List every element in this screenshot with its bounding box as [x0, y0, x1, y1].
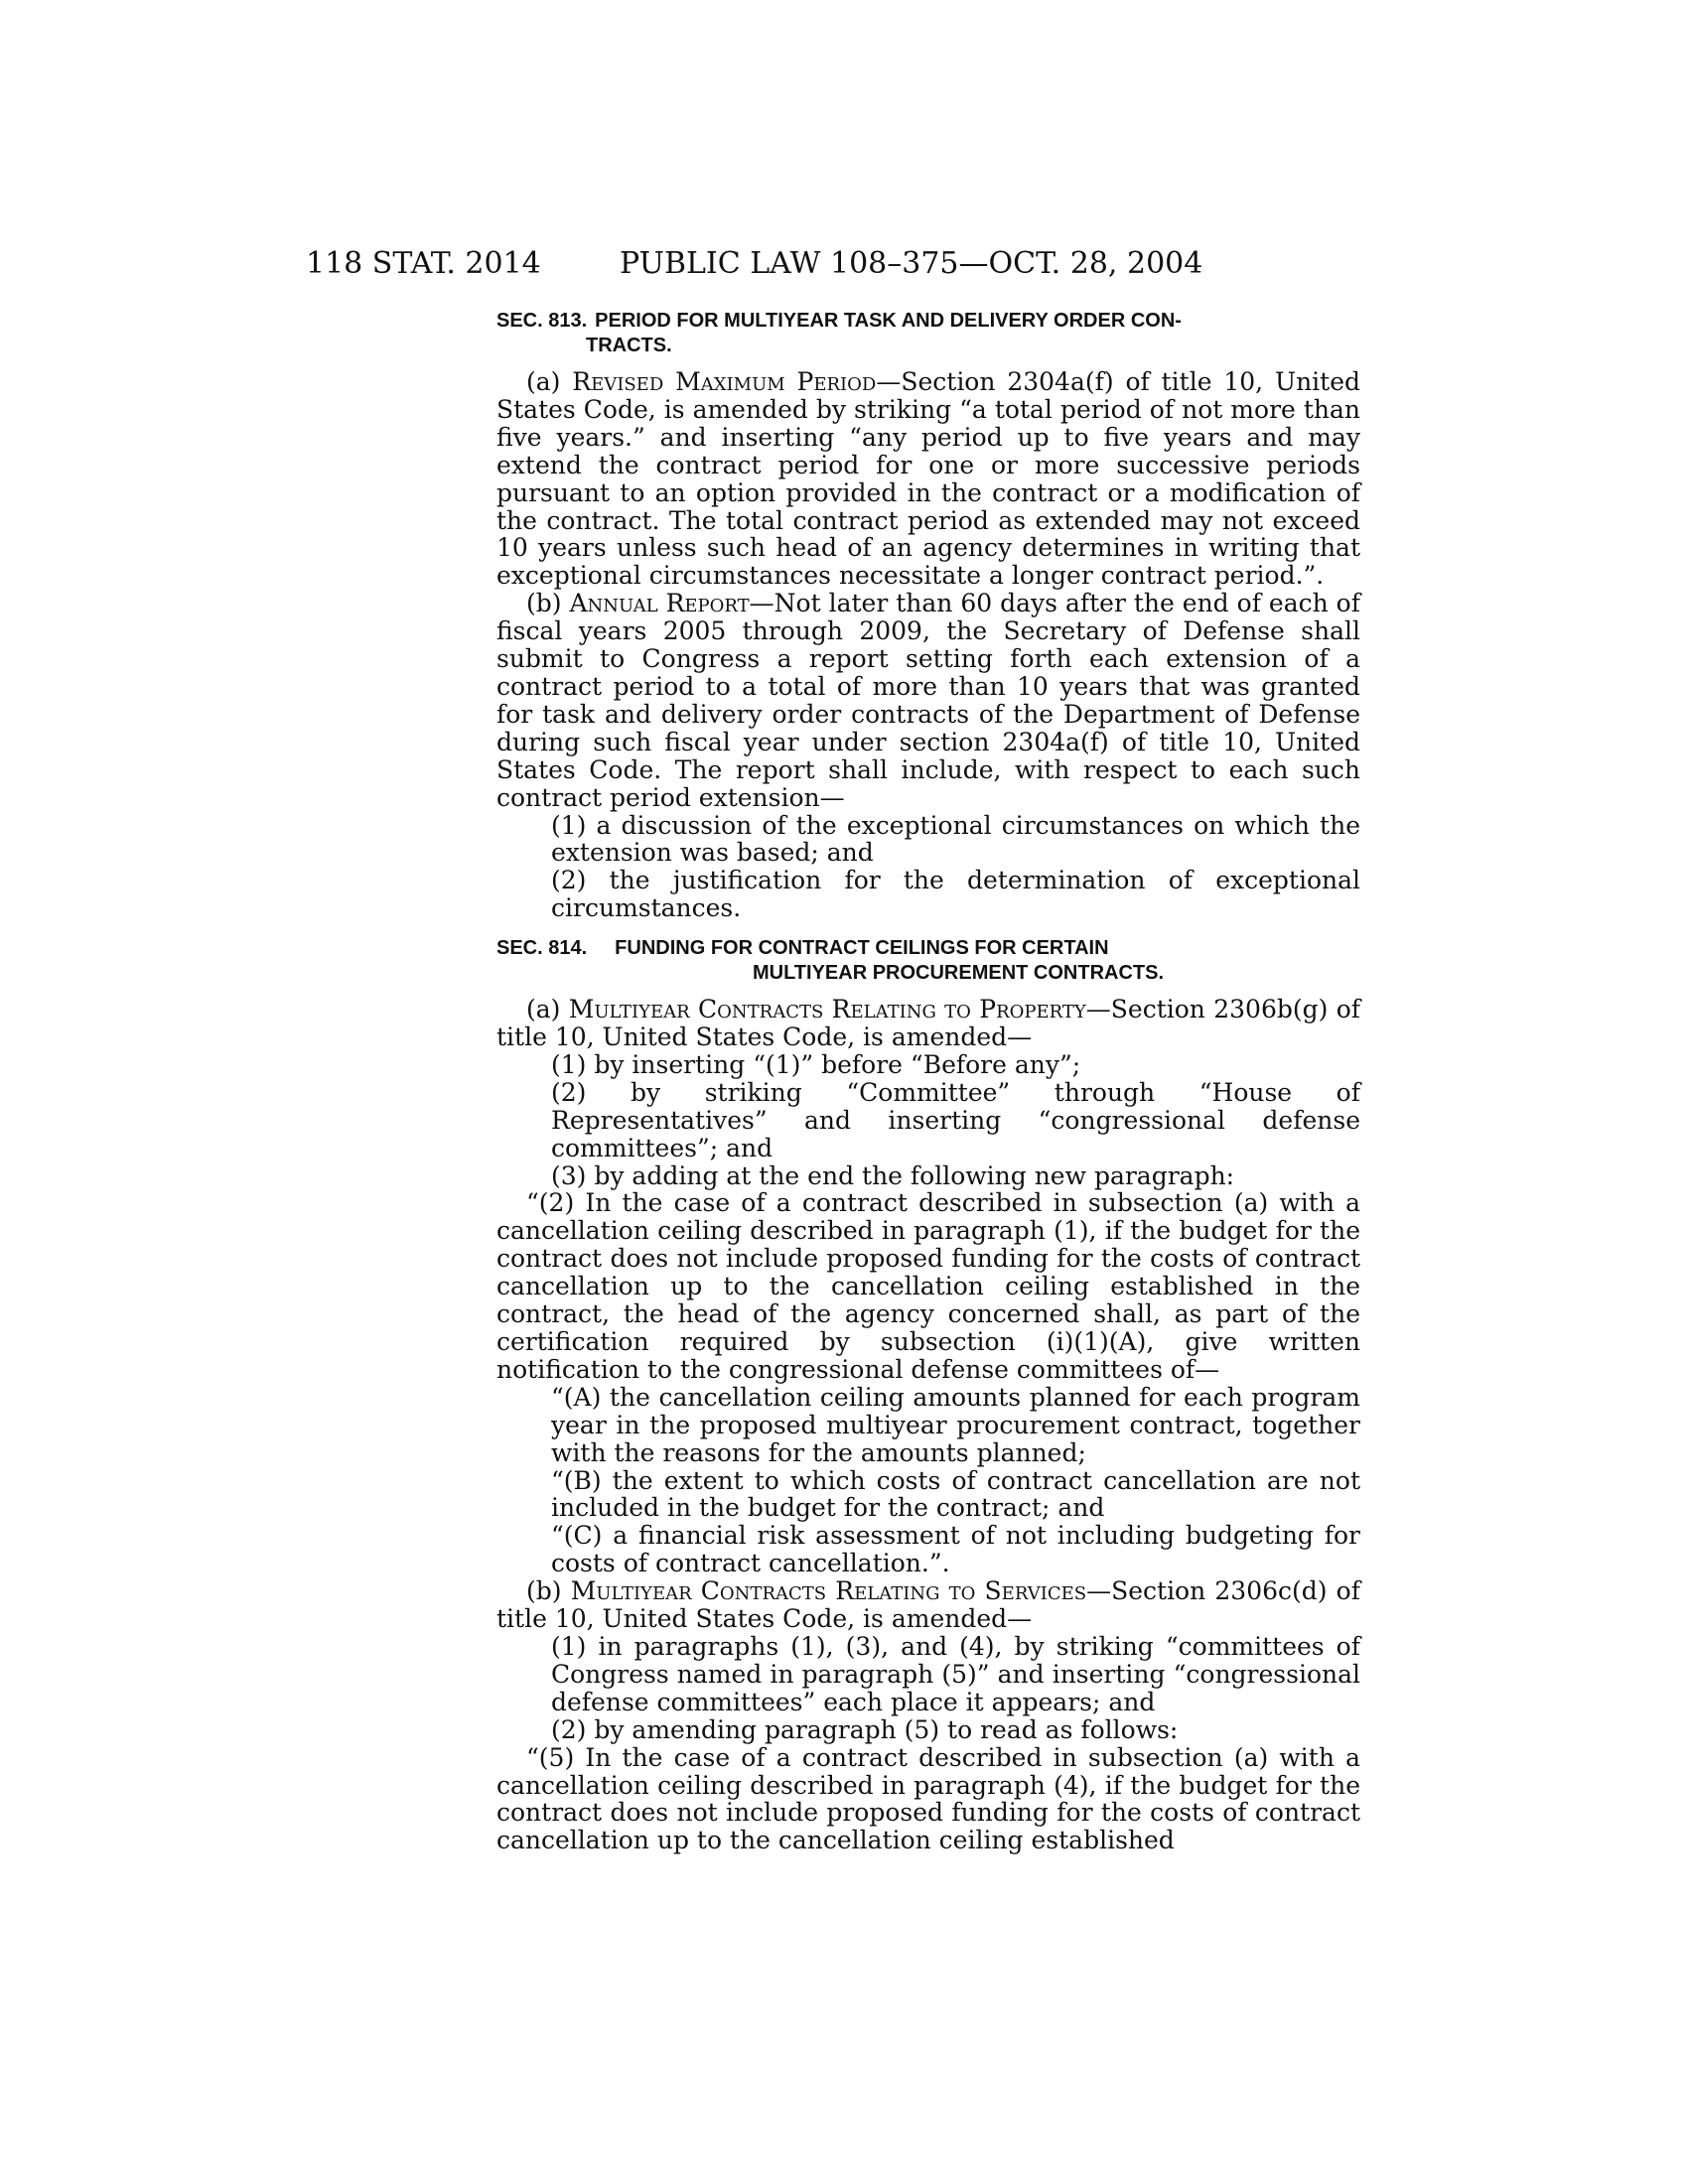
quoted-paragraph-5: “(5) In the case of a contract described in subsection (a) with a cancellation ceiling described in paragraph (4), if the budget for the contract does not include proposed funding for the costs of contract cancellation up to the cancellation ceiling established — [496, 1742, 1360, 1855]
subsection-text: —Section 2304a(f) of title 10, United States Code, is amended by striking “a total period of not more than five years.” and inserting “any period up to five years and may extend the contract period for one or more successive periods pursuant to an option provided in the contract or a modification of the contract. The total contract period as extended may not exceed 10 years unless such head of an agency determines in writing that exceptional circumstances necessitate a longer contract period.”. — [496, 367, 1361, 591]
paragraph-813a: (a) Revised Maximum Period—Section 2304a(f) of title 10, United States Code, is amended by striking “a total period of not more than five years.” and inserting “any period up to five years and may extend the contract period for one or more successive periods pursuant to an option provided in the contract or a modification of the contract. The total contract period as extended may not exceed 10 years unless such head of an agency determines in writing that exceptional circumstances necessitate a longer contract period.”. — [496, 367, 1361, 591]
paragraph-813b2: (2) the justification for the determination of exceptional circumstances. — [551, 866, 1360, 923]
section-814-heading — [496, 936, 1360, 986]
subsection-text: —Section 2306c(d) of title 10, United States Code, is amended— — [496, 1576, 1360, 1634]
section-title-line1: PERIOD FOR MULTIYEAR TASK AND DELIVERY ORDER CON- — [595, 310, 1182, 332]
section-label: SEC. 814. — [496, 937, 588, 960]
quoted-subparagraph-C: “(C) a financial risk assessment of not including budgeting for costs of contract cancellation.”. — [551, 1521, 1360, 1578]
paragraph-814a: (a) Multiyear Contracts Relating to Property—Section 2306b(g) of title 10, United States Code, is amended— — [496, 995, 1361, 1052]
page-header — [0, 244, 1688, 284]
subsection-text: —Section 2306b(g) of title 10, United States Code, is amended— — [496, 995, 1361, 1052]
paragraph-813b: (b) Annual Report—Not later than 60 days after the end of each of fiscal years 2005 through 2009, the Secretary of Defense shall submit to Congress a report setting forth each extension of a contract period to a total of more than 10 years that was granted for task and delivery order contracts of the Department of Defense during such fiscal year under section 2304a(f) of title 10, United States Code. The report shall include, with respect to each such contract period extension— — [496, 589, 1360, 812]
subsection-heading: Annual Report — [569, 589, 750, 618]
paragraph-814b1: (1) in paragraphs (1), (3), and (4), by striking “committees of Congress named in paragraph (5)” and inserting “congressional defense committees” each place it appears; and — [551, 1631, 1360, 1716]
section-label: SEC. 813. — [496, 310, 588, 332]
document-body — [496, 309, 1360, 1854]
paragraph-814b: (b) Multiyear Contracts Relating to Services—Section 2306c(d) of title 10, United States Code, is amended— — [496, 1576, 1360, 1634]
paragraph-813b1: (1) a discussion of the exceptional circumstances on which the extension was based; and — [551, 810, 1360, 868]
subsection-heading: Multiyear Contracts Relating to Services — [570, 1576, 1087, 1606]
paragraph-814b2: (2) by amending paragraph (5) to read as follows: — [551, 1714, 1179, 1744]
paragraph-814a3: (3) by adding at the end the following new paragraph: — [551, 1160, 1235, 1190]
subsection-heading: Multiyear Contracts Relating to Property — [568, 995, 1086, 1024]
section-title-line2: TRACTS. — [586, 335, 672, 356]
quoted-paragraph-2: “(2) In the case of a contract described in subsection (a) with a cancellation ceiling described in paragraph (1), if the budget for the contract does not include proposed funding for the costs of contract cancellation up to the cancellation ceiling established in the contract, the head of the agency concerned shall, as part of the certification required by subsection (i)(1)(A), give written notification to the congressional defense committees of— — [496, 1188, 1360, 1384]
subsection-text: —Not later than 60 days after the end of each of fiscal years 2005 through 2009, the Secretary of Defense shall submit to Congress a report setting forth each extension of a contract period to a total of more than 10 years that was granted for task and delivery order contracts of the Department of Defense during such fiscal year under section 2304a(f) of title 10, United States Code. The report shall include, with respect to each such contract period extension— — [496, 589, 1360, 812]
quoted-subparagraph-A: “(A) the cancellation ceiling amounts planned for each program year in the proposed multiyear procurement contract, together with the reasons for the amounts planned; — [551, 1382, 1360, 1467]
section-title-line2: MULTIYEAR PROCUREMENT CONTRACTS. — [752, 962, 1165, 985]
paragraph-814a2: (2) by striking “Committee” through “House of Representatives” and inserting “congressional defense committees”; and — [551, 1077, 1360, 1162]
paragraph-814a1: (1) by inserting “(1)” before “Before any”; — [551, 1049, 1081, 1079]
subsection-heading: Revised Maximum Period — [572, 367, 877, 396]
section-813-heading — [496, 309, 1360, 358]
quoted-subparagraph-B: “(B) the extent to which costs of contract cancellation are not included in the budget for the contract; and — [551, 1465, 1360, 1523]
running-head: PUBLIC LAW 108–375—OCT. 28, 2004 — [620, 246, 1203, 281]
statute-page-number: 118 STAT. 2014 — [306, 246, 541, 281]
section-title-line1: FUNDING FOR CONTRACT CEILINGS FOR CERTAIN — [615, 937, 1109, 960]
